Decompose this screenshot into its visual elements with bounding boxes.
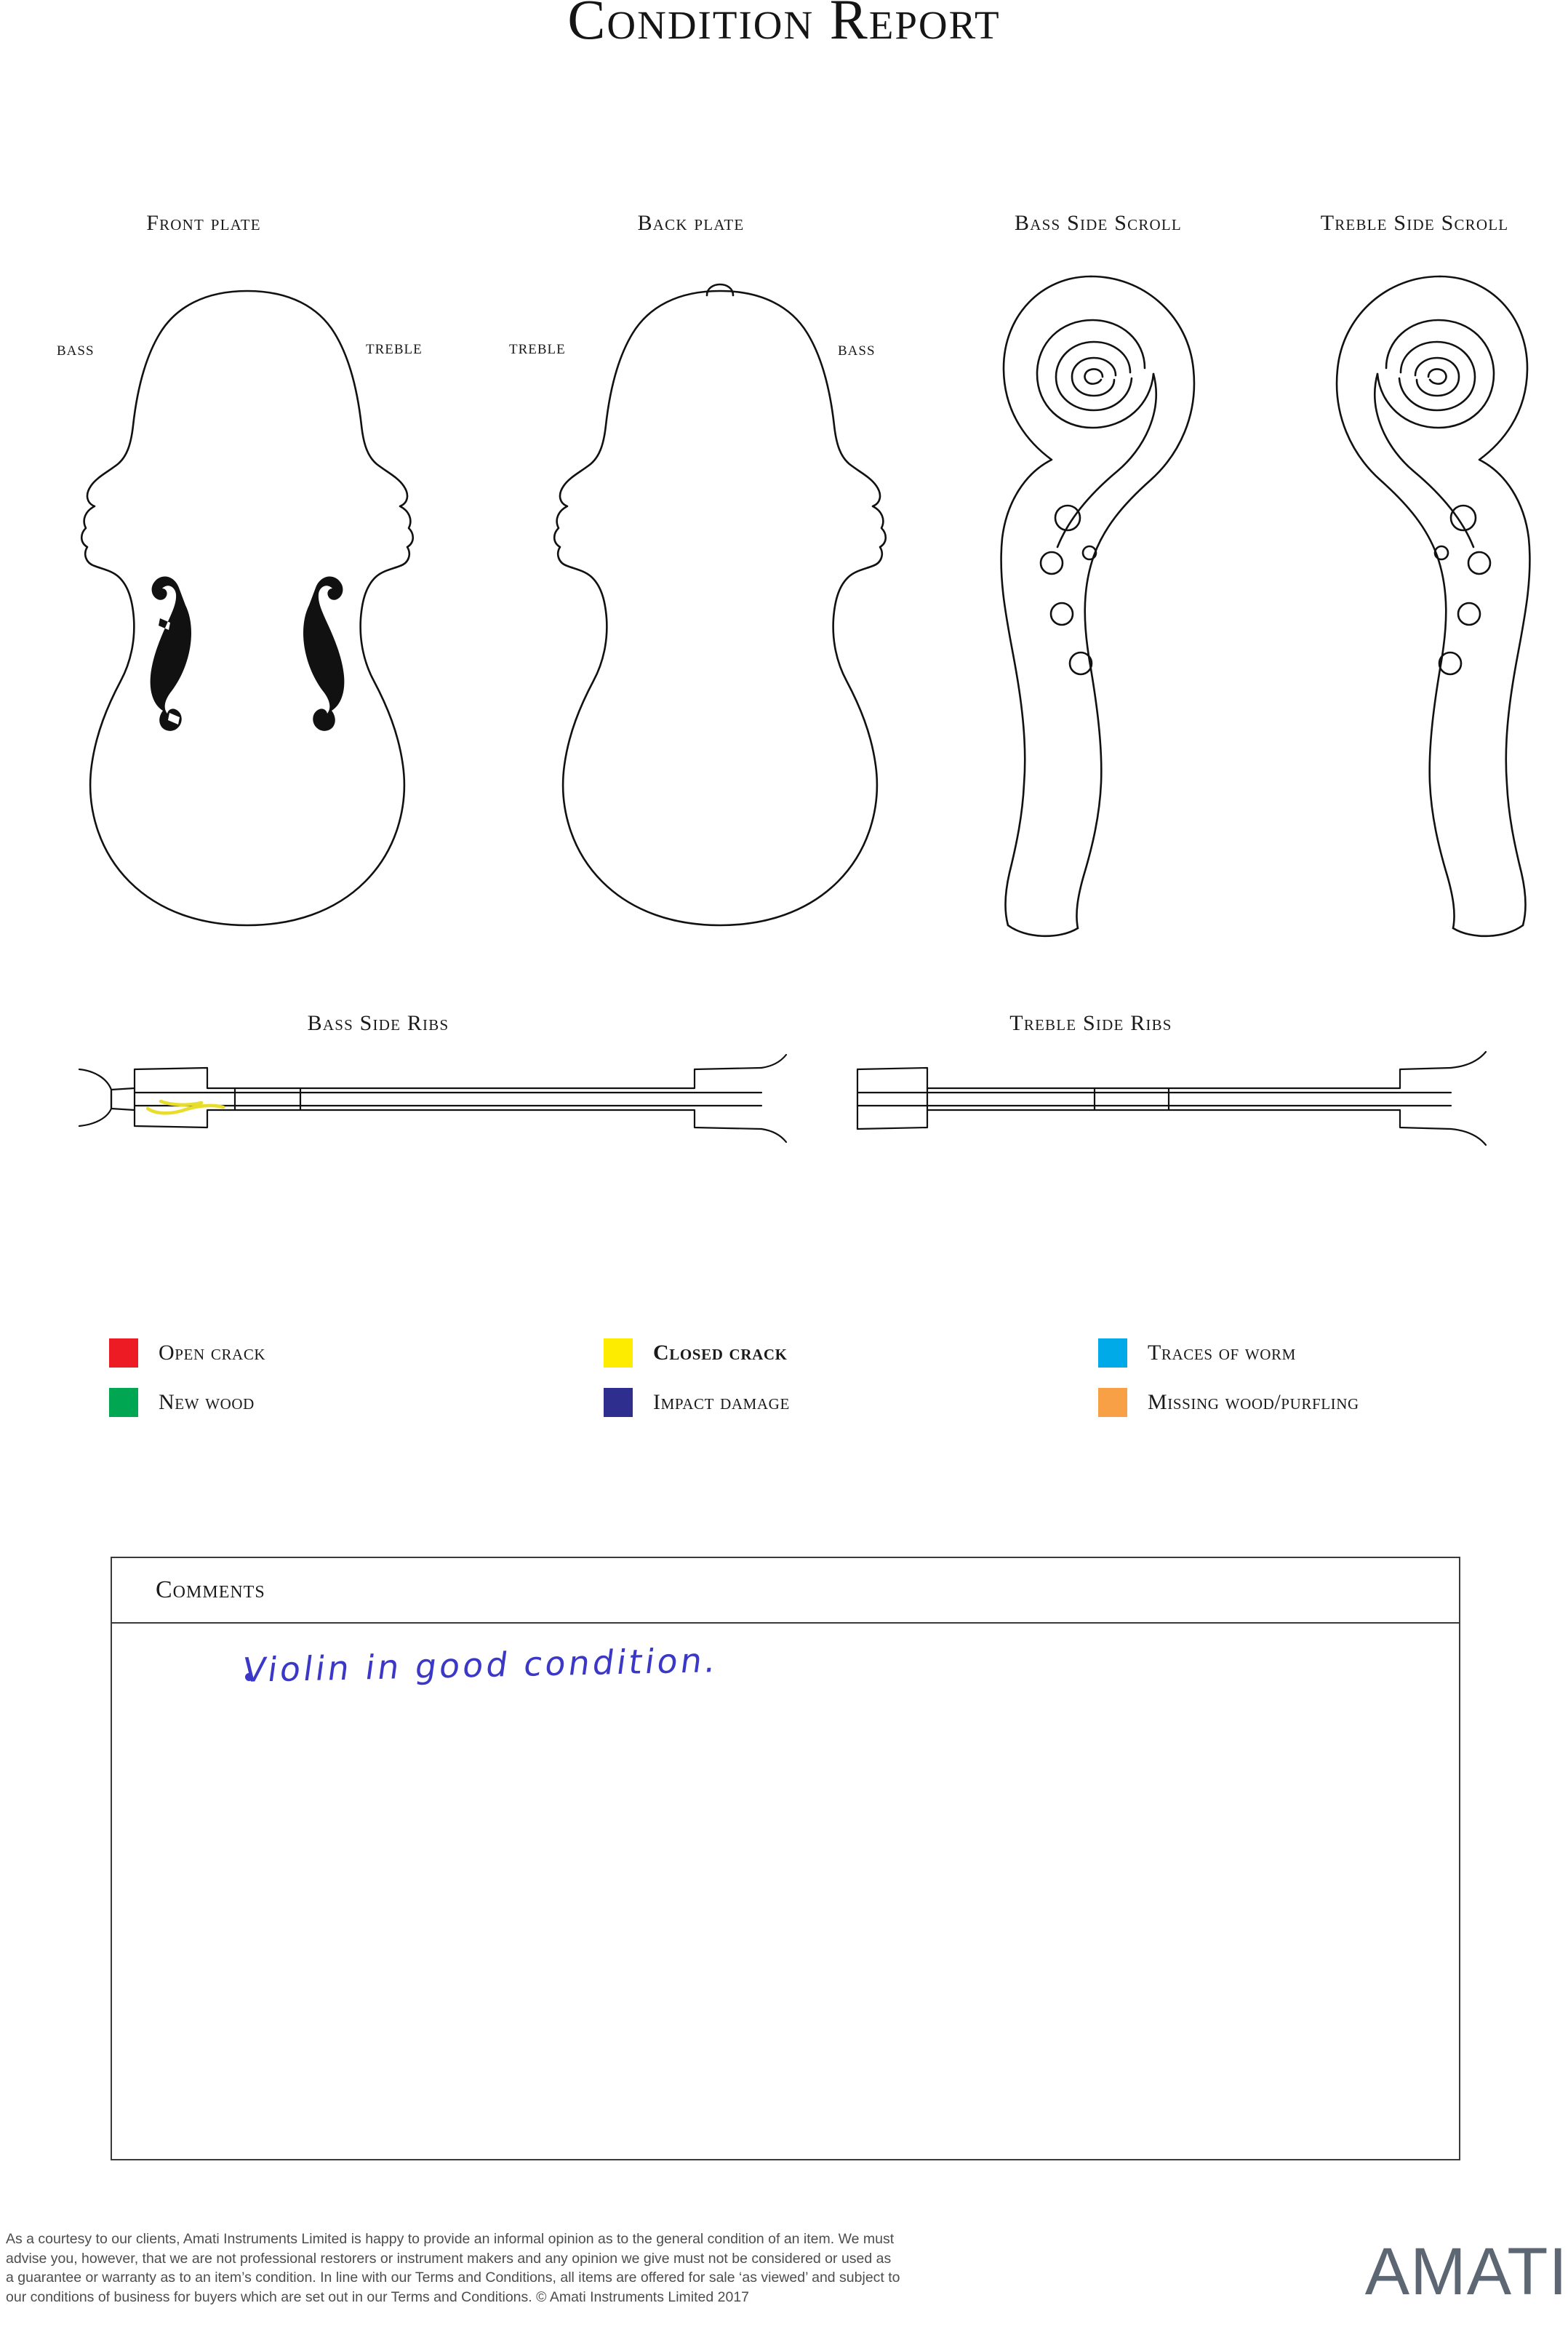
footer-disclaimer	[6, 2230, 1206, 2307]
comments-input-area[interactable]	[112, 1624, 1459, 2159]
legend-item-impact-damage	[604, 1388, 1098, 1417]
bass-side-ribs-diagram	[69, 1047, 789, 1153]
comments-header	[112, 1558, 1459, 1624]
back-plate-diagram	[524, 255, 916, 942]
caption-bass-side-ribs: Bass Side Ribs	[307, 1011, 449, 1035]
legend-label-traces-of-worm: Traces of worm	[1148, 1341, 1296, 1365]
footer-line-3: a guarantee or warranty as to an item’s condition. In line with our Terms and Conditions, all items are offered for sale ‘as viewed’ and subject to	[6, 2270, 900, 2286]
comments-title: Comments	[156, 1576, 265, 1603]
legend-item-traces-of-worm	[1098, 1338, 1505, 1368]
legend-row-1	[109, 1338, 1505, 1368]
caption-bass-side-scroll: Bass Side Scroll	[1015, 211, 1182, 235]
comments-handwritten-text: Violin in good condition.	[240, 1640, 721, 1690]
legend-swatch-impact-damage	[604, 1388, 633, 1417]
legend-swatch-open-crack	[109, 1338, 138, 1368]
front-plate-bass-label: BASS	[57, 343, 95, 359]
legend-label-new-wood: New wood	[159, 1390, 255, 1414]
legend-swatch-new-wood	[109, 1388, 138, 1417]
legend-label-open-crack: Open crack	[159, 1341, 266, 1365]
front-plate-diagram	[51, 276, 444, 942]
amati-logo: AMATI	[1364, 2235, 1568, 2309]
footer-line-1: As a courtesy to our clients, Amati Instruments Limited is happy to provide an informal opinion as to the general condition of an item. We must	[6, 2231, 895, 2247]
treble-side-scroll-diagram	[1302, 262, 1549, 957]
legend-item-new-wood	[109, 1388, 604, 1417]
legend-label-missing-wood: Missing wood/purfling	[1148, 1390, 1359, 1414]
legend-label-impact-damage: Impact damage	[653, 1390, 790, 1414]
footer-line-4: our conditions of business for buyers which are set out in our Terms and Conditions. © Amati Instruments Limited 2017	[6, 2288, 750, 2305]
back-plate-bass-label: BASS	[838, 343, 876, 359]
caption-treble-side-ribs: Treble Side Ribs	[1009, 1011, 1172, 1035]
caption-treble-side-scroll: Treble Side Scroll	[1320, 211, 1509, 235]
page-title: Condition Report	[567, 0, 1001, 51]
treble-side-ribs-diagram	[847, 1047, 1495, 1153]
back-plate-treble-label: TREBLE	[509, 342, 566, 357]
comments-box	[111, 1557, 1460, 2160]
legend-item-closed-crack	[604, 1338, 1098, 1368]
front-plate-treble-label: TREBLE	[366, 342, 423, 357]
legend-item-missing-wood	[1098, 1388, 1505, 1417]
bass-side-scroll-diagram	[982, 262, 1229, 957]
legend-row-2	[109, 1388, 1505, 1417]
legend-swatch-closed-crack	[604, 1338, 633, 1368]
footer-line-2: advise you, however, that we are not professional restorers or instrument makers and any opinion we give must not be considered or used as	[6, 2250, 892, 2267]
damage-legend	[109, 1338, 1505, 1437]
legend-label-closed-crack: Closed crack	[653, 1341, 788, 1365]
caption-front-plate: Front plate	[146, 211, 261, 235]
caption-back-plate: Back plate	[637, 211, 745, 235]
legend-swatch-missing-wood	[1098, 1388, 1127, 1417]
legend-item-open-crack	[109, 1338, 604, 1368]
legend-swatch-traces-of-worm	[1098, 1338, 1127, 1368]
